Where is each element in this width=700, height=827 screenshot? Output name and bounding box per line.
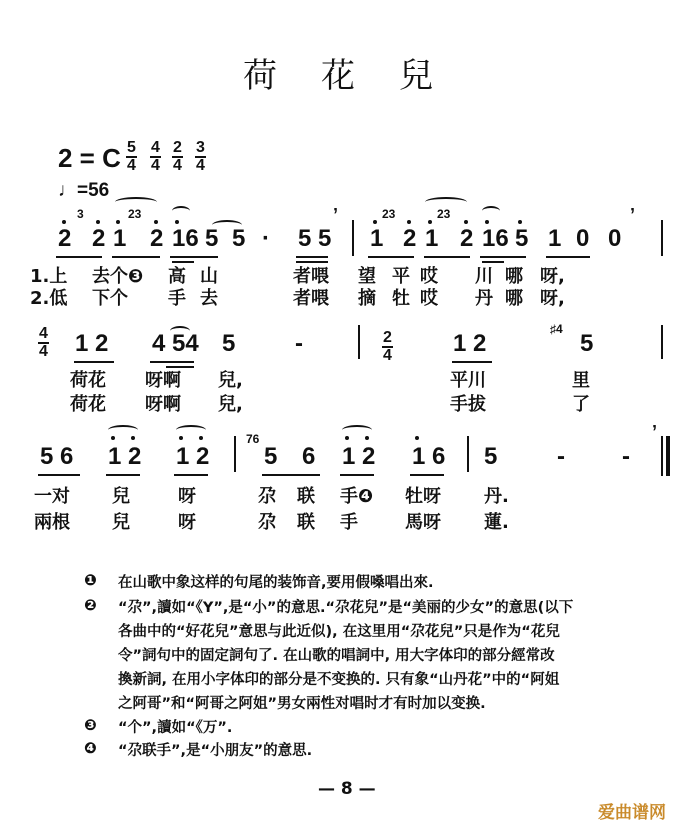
meter-3-4: $\frac{3}{4}$	[196, 139, 205, 174]
footnote-text: “尕”,讀如“《Y”,是“小”的意思.“尕花兒”是“美丽的少女”的意思(以下	[118, 600, 574, 616]
lyric: 尕	[258, 486, 276, 507]
lyric: 兩根	[34, 512, 70, 533]
lyric: 手拔	[450, 394, 486, 415]
lyric: 呀,	[540, 288, 565, 309]
lyric: 兒	[112, 512, 130, 533]
lyric: 者喂	[293, 266, 329, 287]
lyric: 丹.	[484, 486, 509, 507]
grace-note: 23	[128, 207, 142, 221]
lyric: 荷花	[70, 394, 106, 415]
rest-dash: -	[557, 443, 565, 470]
note: 1 2	[342, 443, 376, 470]
meter-4-4: $\frac{4}{4}$	[151, 139, 160, 174]
note: 5	[222, 330, 236, 357]
note: 1 2	[453, 330, 487, 357]
key-signature: 2 = C	[58, 143, 121, 173]
lyric: 联	[297, 486, 315, 507]
note: 1	[425, 225, 439, 252]
lyric: 高	[168, 266, 186, 287]
lyric: 蓮.	[484, 512, 509, 533]
grace-note: ♯4	[550, 322, 563, 336]
lyric: 丹	[475, 288, 493, 309]
watermark-logo: 爱曲谱网	[598, 803, 666, 823]
lyric: 尕	[258, 512, 276, 533]
footnote-text: 各曲中的“好花兒”意思与此近似), 在这里用“尕花兒”只是作为“花兒	[118, 624, 560, 640]
lyric: 牡呀	[405, 486, 441, 507]
note: 1 2	[75, 330, 109, 357]
grace-note: 3	[77, 207, 84, 221]
lyric: 望	[358, 266, 376, 287]
song-title: 荷花兒	[243, 56, 477, 96]
meter-4-4: $\frac{4}{4}$	[39, 325, 48, 360]
footnote-text: 令”詞句中的固定詞句了. 在山歌的唱詞中, 用大字体印的部分經常改	[118, 648, 555, 664]
note: 5 5	[298, 225, 332, 252]
lyric: 者喂	[293, 288, 329, 309]
lyric: 兒,	[218, 394, 243, 415]
grace-note: 76	[246, 432, 260, 446]
breath-mark: ’	[652, 422, 658, 442]
breath-mark: ’	[630, 205, 636, 225]
note: 0	[608, 225, 622, 252]
lyric: 手	[168, 288, 186, 309]
lyric: 摘	[358, 288, 376, 309]
footnote-text: “个”,讀如“《万”.	[118, 720, 233, 736]
lyric: 兒,	[218, 370, 243, 391]
lyric: 呀啊	[145, 370, 181, 391]
note: 1 2	[176, 443, 210, 470]
lyric: 哪	[505, 288, 523, 309]
footnote-marker: ❷	[84, 596, 97, 614]
lyric: 联	[297, 512, 315, 533]
lyric: 牡	[392, 288, 410, 309]
lyric: 去	[200, 288, 218, 309]
note: 2	[92, 225, 106, 252]
rest-dash: -	[295, 330, 303, 357]
lyric: 呀	[178, 486, 196, 507]
note: 5	[580, 330, 594, 357]
note: 5	[264, 443, 278, 470]
lyric: 荷花	[70, 370, 106, 391]
dot-extension: ·	[262, 225, 270, 252]
lyric: 下个	[92, 288, 128, 309]
meter-5-4: $\frac{5}{4}$	[127, 139, 136, 174]
lyric: 2.低	[30, 288, 68, 309]
note: 6	[302, 443, 316, 470]
grace-note: 23	[437, 207, 451, 221]
lyric: 呀啊	[145, 394, 181, 415]
note: 5 6	[40, 443, 74, 470]
lyric: 川	[475, 266, 493, 287]
note: 2	[403, 225, 417, 252]
note: 5	[484, 443, 498, 470]
tempo-marking: ♩=56	[58, 180, 110, 201]
lyric: 哎	[420, 266, 438, 287]
lyric: 里	[572, 370, 590, 391]
lyric: 1.上	[30, 266, 68, 287]
lyric: 去个❸	[92, 266, 144, 287]
note: 1 2	[108, 443, 142, 470]
note: 1	[113, 225, 127, 252]
lyric: 哪	[505, 266, 523, 287]
lyric: 兒	[112, 486, 130, 507]
lyric: 哎	[420, 288, 438, 309]
footnote-text: 之阿哥”和“阿哥之阿姐”男女兩性对唱时才有时加以变换.	[118, 696, 486, 712]
lyric: 了	[572, 394, 590, 415]
lyric: 馬呀	[405, 512, 441, 533]
meter-2-4: $\frac{2}{4}$	[173, 139, 182, 174]
footnote-marker: ❸	[84, 716, 97, 734]
footnote-text: 在山歌中象这样的句尾的装饰音,要用假嗓唱出來.	[118, 575, 434, 591]
footnote-text: 換新詞, 在用小字体印的部分是不变换的. 只有象“山丹花”中的“阿姐	[118, 672, 560, 688]
footnote-marker: ❶	[84, 571, 97, 589]
note: 1	[548, 225, 562, 252]
note: 16	[172, 225, 199, 252]
note: 2	[150, 225, 164, 252]
grace-note: 23	[382, 207, 396, 221]
note: 5	[205, 225, 219, 252]
note: 16	[482, 225, 509, 252]
note: 5	[515, 225, 529, 252]
rest-dash: -	[622, 443, 630, 470]
footnote-marker: ❹	[84, 739, 97, 757]
note: 4 54	[152, 330, 199, 357]
note: 0	[576, 225, 590, 252]
note: 5	[232, 225, 246, 252]
page-number: — 8 —	[318, 779, 376, 799]
lyric: 平川	[450, 370, 486, 391]
lyric: 手❹	[340, 486, 374, 507]
lyric: 一对	[34, 486, 70, 507]
footnote-text: “尕联手”,是“小朋友”的意思.	[118, 743, 313, 759]
meter-2-4: $\frac{2}{4}$	[383, 329, 392, 364]
lyric: 呀	[178, 512, 196, 533]
note: 2	[460, 225, 474, 252]
lyric: 山	[200, 266, 218, 287]
lyric: 平	[392, 266, 410, 287]
breath-mark: ’	[333, 205, 339, 225]
lyric: 手	[340, 512, 358, 533]
lyric: 呀,	[540, 266, 565, 287]
note: 2	[58, 225, 72, 252]
note: 1	[370, 225, 384, 252]
note: 1 6	[412, 443, 446, 470]
